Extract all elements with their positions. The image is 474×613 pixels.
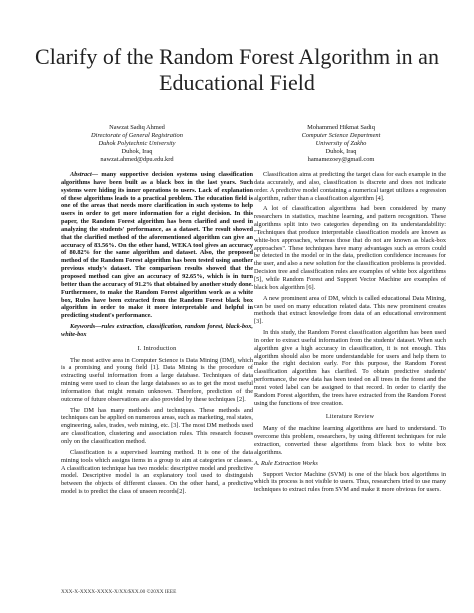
author-city: Duhok, Iraq bbox=[121, 147, 153, 155]
author-name: Nawzat Sadiq Ahmed bbox=[109, 124, 165, 131]
left-column bbox=[61, 171, 253, 499]
paper-title: Clarify of the Random Forest Algorithm in an Educational Field bbox=[35, 44, 439, 95]
abstract bbox=[61, 171, 253, 320]
author-city: Duhok, Iraq bbox=[325, 147, 357, 155]
subsection-paragraph: Support Vector Machine (SVM) is one of the black box algorithms in which its process is not visible to users. Thus, researchers tried to use many techniques to extract rules from SVM and make it more obvious for users. bbox=[254, 470, 446, 494]
keywords: Keywords—rules extraction, classification, random forest, black-box, white-box bbox=[61, 323, 253, 338]
abstract-lead: Abstract— bbox=[70, 171, 98, 178]
abstract-text: many supportive decision systems using classification algorithms have been built as a black box in the last years. Such systems were hiding its inner operations to users. Lack of explanation of these algorithms leads to a practical problem. The education field is one of the areas that needs more clarification in such systems to help users in order to get more information for a right decision. In this paper, the Random Forest algorithm has been clarified and used in analyzing the students' performance, as a dataset. The result showed that the clarified method of the aforementioned algorithm can give an accuracy of 83.56%. On the other hand, WEKA tool gives an accuracy of 80.82% for the same algorithm and dataset. Also, the proposed method of the Random Forest algorithm has been tested using another previous study's dataset. The comparison results showed that the proposed method can give an accuracy of 92.65%, which is in turn better than the accuracy of 91.2% that obtained by another study done. Furthermore, to make the Random Forest algorithm work as a white box, Rules have been extracted from the Random Forest black box algorithm in order to make it more interpretable and helpful in predicting student's performance. bbox=[61, 171, 253, 320]
body-paragraph: Classification aims at predicting the target class for each example in the data accurately, and also, classification is discrete and does not indicate order. A predictive model containing a numerical target utilizes a regression algorithm, rather than a classification algorithm [4]. bbox=[254, 171, 446, 202]
author-name: Mohammed Hikmat Sadiq bbox=[307, 124, 375, 131]
body-paragraph: In this study, the Random Forest classification algorithm has been used in order to extract useful information from the students' dataset. When such algorithm give a high accuracy in classification, it is not enough. This algorithm should also be more understandable for users and help them to make the right decision early. For this purpose, the Random Forest classification algorithm has clarified. To obtain predictive students' performance, the new data has been tested on all trees in the forest and the most voted label can be assigned to that record. In order to clarify the Random Forest algorithm, the trees have extracted from the Random Forest using the functions of tree creation. bbox=[254, 329, 446, 407]
subsection-heading: A. Rule Extraction Works bbox=[254, 459, 318, 467]
intro-paragraph: The DM has many methods and techniques. These methods and techniques can be applied on numerous areas, such as marketing, real states, engineering, sales, trades, web mining, etc. [3]. The most DM methods used are classification, clustering and association rules. This research focuses only on the classification method. bbox=[61, 406, 253, 445]
author-organization: Duhok Polytechnic University bbox=[98, 139, 176, 147]
literature-paragraph: Many of the machine learning algorithms are hard to understand. To overcome this problem, researchers, by using different techniques for rule extraction, converted these algorithms from black box to white box algorithms. bbox=[254, 425, 446, 456]
body-paragraph: A new prominent area of DM, which is called educational Data Mining, can be used on many education related data. This new prominent creates methods that extract knowledge from data of an educational environment [3]. bbox=[254, 294, 446, 326]
copyright-footer: XXX-X-XXXX-XXXX-X/XX/$XX.00 ©20XX IEEE bbox=[61, 589, 177, 595]
body-paragraph: A lot of classification algorithms had been considered by many researchers in statistics, machine learning, and pattern recognition. These algorithms split into two categories depending on its understandability: "Techniques that produce interpretable classification models are known as white-box approaches, whereas those that do not are known as black-box approaches". These techniques have many advantages such as errors could be detected in the model or in the data, prediction confidence increases for the user, and also a new solution for the classification problems is provided. Decision tree and classification rules are examples of white box algorithms [5], while Random Forest and Support Vector Machine are examples of black box algorithm [6]. bbox=[254, 205, 446, 291]
section-heading-literature-review: Literature Review bbox=[325, 413, 375, 421]
intro-paragraph: Classification is a supervised learning method. It is one of the data mining tools which assigns items in a group to aim at categories or classes. A classification technique has two models: descriptive model and predictive model. Descriptive model is an explanatory tool used to distinguish between the objects of different classes. On the other hand, a predictive model is to predict the class of unseen records[2]. bbox=[61, 448, 253, 496]
author-email: nawzat.ahmed@dpu.edu.krd bbox=[100, 155, 174, 163]
right-column bbox=[254, 171, 446, 497]
author-organization: University of Zakho bbox=[315, 139, 367, 147]
section-heading-introduction: I. Introduction bbox=[137, 344, 177, 352]
author-block-2 bbox=[256, 124, 426, 164]
author-department: Directorate of General Registration bbox=[91, 131, 183, 139]
intro-paragraph: The most active area in Computer Science is Data Mining (DM), which is a promising and young field [1]. Data Mining is the procedure of extracting useful information from a large database. Techniques of data mining were used to clean the large databases so as to get the most useful information that might remain unknown. Therefore, prediction of the outcome of future observations are also provided by these techniques [2]. bbox=[61, 356, 253, 403]
author-block-1 bbox=[52, 124, 222, 164]
author-email: hamamezoey@gmail.com bbox=[307, 155, 375, 163]
author-department: Computer Science Department bbox=[301, 131, 381, 139]
